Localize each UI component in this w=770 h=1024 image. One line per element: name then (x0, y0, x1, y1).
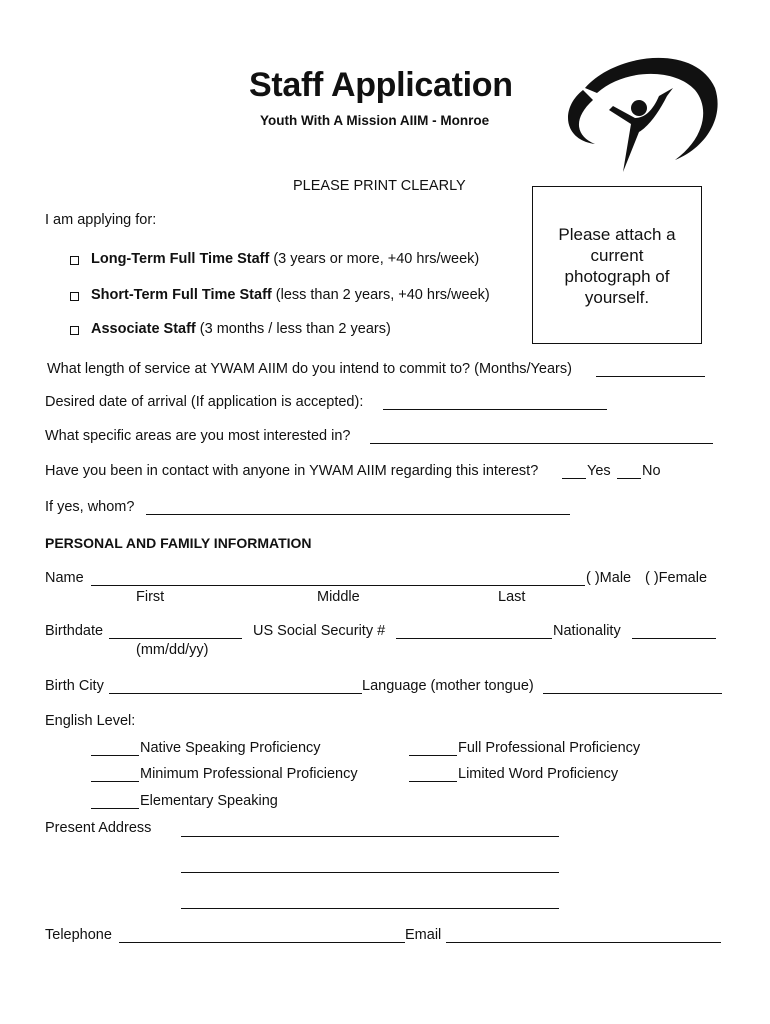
checkbox-long-term[interactable] (70, 256, 79, 265)
date-format-hint: (mm/dd/yy) (136, 642, 209, 658)
contact-no-field[interactable] (617, 478, 641, 479)
language-field[interactable] (543, 693, 722, 694)
birthdate-field[interactable] (109, 638, 242, 639)
whom-field[interactable] (146, 514, 570, 515)
option-short-term-detail: (less than 2 years, +40 hrs/week) (275, 287, 490, 303)
level-native-label: Native Speaking Proficiency (140, 740, 321, 756)
interest-areas-field[interactable] (370, 443, 713, 444)
photo-box-line: photograph of (564, 267, 670, 286)
level-limited-word-field[interactable] (409, 781, 457, 782)
page-subtitle: Youth With A Mission AIIM - Monroe (260, 113, 490, 128)
question-length-of-service: What length of service at YWAM AIIM do you intend to commit to? (Months/Years) (47, 361, 572, 377)
photo-box-line: yourself. (584, 288, 650, 307)
photo-box-line: current (590, 246, 644, 265)
language-label: Language (mother tongue) (362, 678, 534, 694)
address-line-1-field[interactable] (181, 836, 559, 837)
email-field[interactable] (446, 942, 721, 943)
level-minimum-professional-label: Minimum Professional Proficiency (140, 766, 358, 782)
birth-city-field[interactable] (109, 693, 362, 694)
option-short-term (91, 287, 490, 303)
contact-no-label: No (642, 463, 661, 479)
photo-box[interactable] (532, 186, 702, 344)
nationality-field[interactable] (632, 638, 716, 639)
first-name-hint: First (136, 589, 165, 605)
level-full-professional-field[interactable] (409, 755, 457, 756)
photo-box-line: Please attach a (558, 225, 676, 244)
option-long-term (91, 251, 479, 267)
address-line-3-field[interactable] (181, 908, 559, 909)
name-label: Name (45, 570, 84, 586)
level-elementary-label: Elementary Speaking (140, 793, 278, 809)
contact-yes-field[interactable] (562, 478, 586, 479)
level-limited-word-label: Limited Word Proficiency (458, 766, 619, 782)
print-notice: PLEASE PRINT CLEARLY (293, 178, 466, 194)
birth-city-label: Birth City (45, 678, 104, 694)
level-full-professional-label: Full Professional Proficiency (458, 740, 641, 756)
middle-name-hint: Middle (317, 589, 360, 605)
level-native-field[interactable] (91, 755, 139, 756)
ywam-logo-icon (555, 48, 720, 178)
level-minimum-professional-field[interactable] (91, 781, 139, 782)
present-address-label: Present Address (45, 820, 152, 836)
level-elementary-field[interactable] (91, 808, 139, 809)
checkbox-short-term[interactable] (70, 292, 79, 301)
applying-label: I am applying for: (45, 212, 157, 228)
male-option[interactable]: ( )Male (586, 570, 632, 586)
name-field[interactable] (91, 585, 585, 586)
last-name-hint: Last (498, 589, 526, 605)
option-associate-detail: (3 months / less than 2 years) (199, 321, 391, 337)
section-heading-personal: PERSONAL AND FAMILY INFORMATION (45, 535, 312, 551)
option-short-term-name: Short-Term Full Time Staff (91, 287, 272, 303)
option-associate-name: Associate Staff (91, 321, 196, 337)
question-whom: If yes, whom? (45, 499, 135, 515)
option-long-term-name: Long-Term Full Time Staff (91, 251, 270, 267)
contact-yes-label: Yes (587, 463, 611, 479)
birthdate-label: Birthdate (45, 623, 104, 639)
english-level-label: English Level: (45, 713, 136, 729)
ssn-field[interactable] (396, 638, 552, 639)
option-associate (91, 321, 391, 337)
page-title: Staff Application (249, 66, 513, 104)
question-interest-areas: What specific areas are you most interested in? (45, 428, 351, 444)
option-long-term-detail: (3 years or more, +40 hrs/week) (273, 251, 480, 267)
female-option[interactable]: ( )Female (645, 570, 708, 586)
telephone-field[interactable] (119, 942, 405, 943)
question-contact: Have you been in contact with anyone in YWAM AIIM regarding this interest? (45, 463, 539, 479)
question-arrival-date: Desired date of arrival (If application is accepted): (45, 394, 364, 410)
email-label: Email (405, 927, 442, 943)
checkbox-associate[interactable] (70, 326, 79, 335)
address-line-2-field[interactable] (181, 872, 559, 873)
arrival-date-field[interactable] (383, 409, 607, 410)
telephone-label: Telephone (45, 927, 112, 943)
length-of-service-field[interactable] (596, 376, 705, 377)
ssn-label: US Social Security # (253, 623, 386, 639)
nationality-label: Nationality (553, 623, 621, 639)
